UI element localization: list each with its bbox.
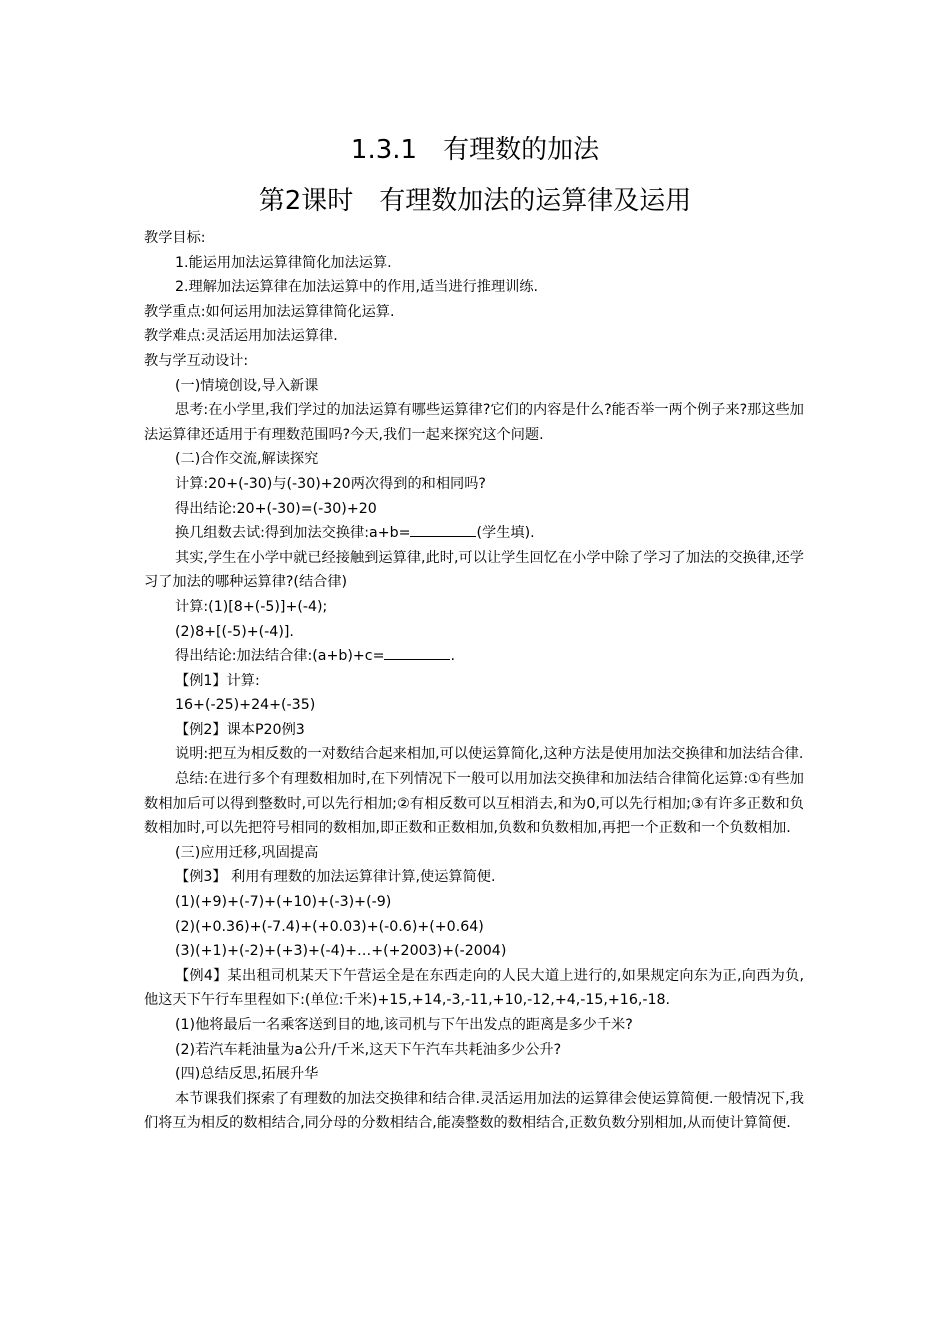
key-point: 教学重点:如何运用加法运算律简化运算. bbox=[144, 303, 395, 320]
example-3-heading: 【例3】 利用有理数的加法运算律计算,使运算简便. bbox=[175, 869, 496, 886]
section-4-heading: (四)总结反思,拓展升华 bbox=[175, 1066, 319, 1083]
section-1-heading: (一)情境创设,导入新课 bbox=[175, 377, 319, 394]
difficulty: 教学难点:灵活运用加法运算律. bbox=[144, 328, 338, 345]
associative-law-suffix: . bbox=[450, 648, 455, 665]
closing-summary: 本节课我们探索了有理数的加法交换律和结合律.灵活运用加法的运算律会使运算简便.一般情况下,我们将互为相反的数相结合,同分母的分数相结合,能凑整数的数相结合,正数负数分别相加,从而使计算简便. bbox=[144, 1090, 804, 1132]
lesson-title: 1.3.1 有理数的加法 bbox=[350, 135, 600, 165]
example-1-expression: 16+(-25)+24+(-35) bbox=[175, 697, 316, 714]
explanation: 说明:把互为相反数的一对数结合起来相加,可以使运算简化,这种方法是使用加法交换律和加法结合律. bbox=[175, 746, 804, 763]
example-4-question-1: (1)他将最后一名乘客送到目的地,该司机与下午出发点的距离是多少千米? bbox=[175, 1017, 633, 1033]
commutative-law-suffix: (学生填). bbox=[476, 525, 535, 542]
lesson-subtitle: 第2课时 有理数加法的运算律及运用 bbox=[258, 186, 692, 216]
section-2-heading: (二)合作交流,解读探究 bbox=[175, 451, 319, 468]
example-4-question-2: (2)若汽车耗油量为a公升/千米,这天下午汽车共耗油多少公升? bbox=[175, 1041, 562, 1058]
example-4: 【例4】某出租司机某天下午营运全是在东西走向的人民大道上进行的,如果规定向东为正,向西为负,他这天下午行车里程如下:(单位:千米)+15,+14,-3,-11,+10,-12,+4,-15,+16,-18. bbox=[144, 967, 804, 1009]
associative-intro: 其实,学生在小学中就已经接触到运算律,此时,可以让学生回忆在小学中除了学习了加法的交换律,还学习了加法的哪种运算律?(结合律) bbox=[144, 549, 804, 591]
objective-2: 2.理解加法运算律在加法运算中的作用,适当进行推理训练. bbox=[175, 279, 539, 296]
section-3-heading: (三)应用迁移,巩固提高 bbox=[175, 844, 319, 861]
calc-2b: (2)8+[(-5)+(-4)]. bbox=[175, 623, 294, 640]
commutative-law-text: 换几组数去试:得到加法交换律:a+b= bbox=[175, 525, 411, 542]
associative-blank bbox=[384, 645, 450, 660]
commutative-blank bbox=[410, 522, 476, 537]
example-3-item-2: (2)(+0.36)+(-7.4)+(+0.03)+(-0.6)+(+0.64) bbox=[175, 918, 484, 935]
summary: 总结:在进行多个有理数相加时,在下列情况下一般可以用加法交换律和加法结合律简化运算:①有些加数相加后可以得到整数时,可以先行相加;②有相反数可以互相消去,和为0,可以先行相加;③有许多正数和负数相加时,可以先把符号相同的数相加,即正数和正数相加,负数和负数相加,再把一个正数和一个负数相加. bbox=[144, 771, 804, 837]
design-heading: 教与学互动设计: bbox=[144, 352, 249, 369]
example-3-item-1: (1)(+9)+(-7)+(+10)+(-3)+(-9) bbox=[175, 894, 392, 911]
example-3-item-3: (3)(+1)+(-2)+(+3)+(-4)+…+(+2003)+(-2004) bbox=[175, 943, 507, 960]
document-body bbox=[144, 226, 804, 1136]
calc-1: 计算:20+(-30)与(-30)+20两次得到的和相同吗? bbox=[175, 475, 486, 492]
commutative-law-line bbox=[144, 521, 804, 546]
section-1-text: 思考:在小学里,我们学过的加法运算有哪些运算律?它们的内容是什么?能否举一两个例子来?那这些加法运算律还适用于有理数范围吗?今天,我们一起来探究这个问题. bbox=[144, 402, 804, 443]
associative-law-line bbox=[144, 644, 804, 669]
associative-law-text: 得出结论:加法结合律:(a+b)+c= bbox=[175, 648, 385, 665]
objective-1: 1.能运用加法运算律简化加法运算. bbox=[175, 254, 392, 271]
objectives-heading: 教学目标: bbox=[144, 230, 206, 246]
conclusion-1: 得出结论:20+(-30)=(-30)+20 bbox=[175, 500, 377, 517]
example-2-heading: 【例2】课本P20例3 bbox=[175, 721, 305, 738]
example-1-heading: 【例1】计算: bbox=[175, 672, 260, 689]
calc-2a: 计算:(1)[8+(-5)]+(-4); bbox=[175, 598, 328, 615]
